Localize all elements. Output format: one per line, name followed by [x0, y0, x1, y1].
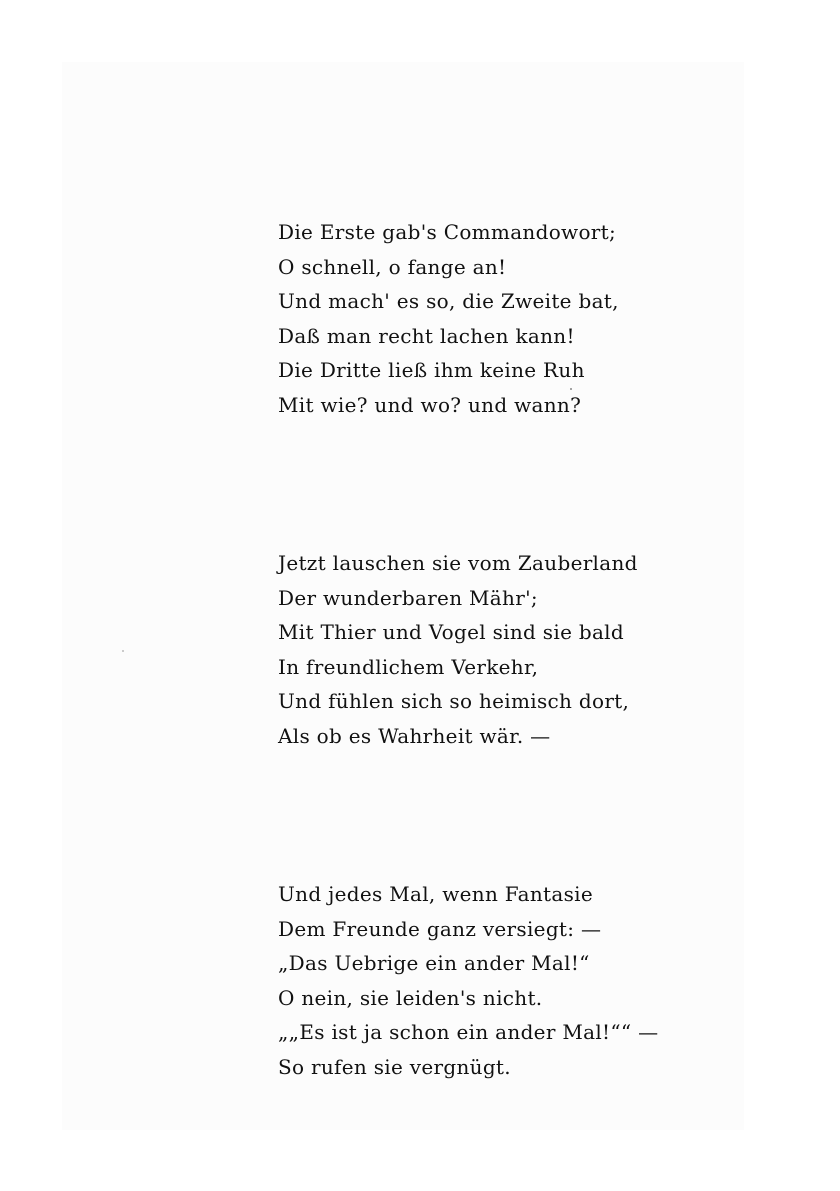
poem-line: Dem Freunde ganz versiegt: —: [278, 916, 602, 941]
poem-line: Mit wie? und wo? und wann?: [278, 392, 582, 417]
stanza-3: [278, 877, 698, 1084]
stanza-2: [278, 546, 698, 753]
poem-line: Die Erste gab's Commandowort;: [278, 220, 617, 244]
stanza-1: [278, 215, 698, 422]
poem-line: Jetzt lauschen sie vom Zauberland: [278, 551, 638, 575]
poem-line: Mit Thier und Vogel sind sie bald: [278, 620, 624, 644]
poem-line: Und jedes Mal, wenn Fantasie: [278, 882, 593, 906]
poem-line: So rufen sie vergnügt.: [278, 1054, 511, 1079]
poem-line: Und fühlen sich so heimisch dort,: [278, 689, 630, 713]
poem-line: „„Es ist ja schon ein ander Mal!““ —: [278, 1020, 659, 1044]
paper-speck: [570, 388, 572, 390]
poem-line: Daß man recht lachen kann!: [278, 323, 575, 348]
poem-line: O schnell, o fange an!: [278, 254, 507, 279]
poem-line: O nein, sie leiden's nicht.: [278, 985, 543, 1010]
poem-line: Und mach' es so, die Zweite bat,: [278, 289, 619, 313]
poem-line: Als ob es Wahrheit wär. —: [278, 723, 551, 748]
poem-line: Der wunderbaren Mähr';: [278, 585, 538, 610]
poem-line: In freundlichem Verkehr,: [278, 654, 539, 679]
paper-speck: [122, 650, 124, 652]
book-page: [62, 62, 744, 1130]
poem-line: „Das Uebrige ein ander Mal!“: [278, 951, 590, 975]
poem-line: Die Dritte ließ ihm keine Ruh: [278, 358, 585, 382]
